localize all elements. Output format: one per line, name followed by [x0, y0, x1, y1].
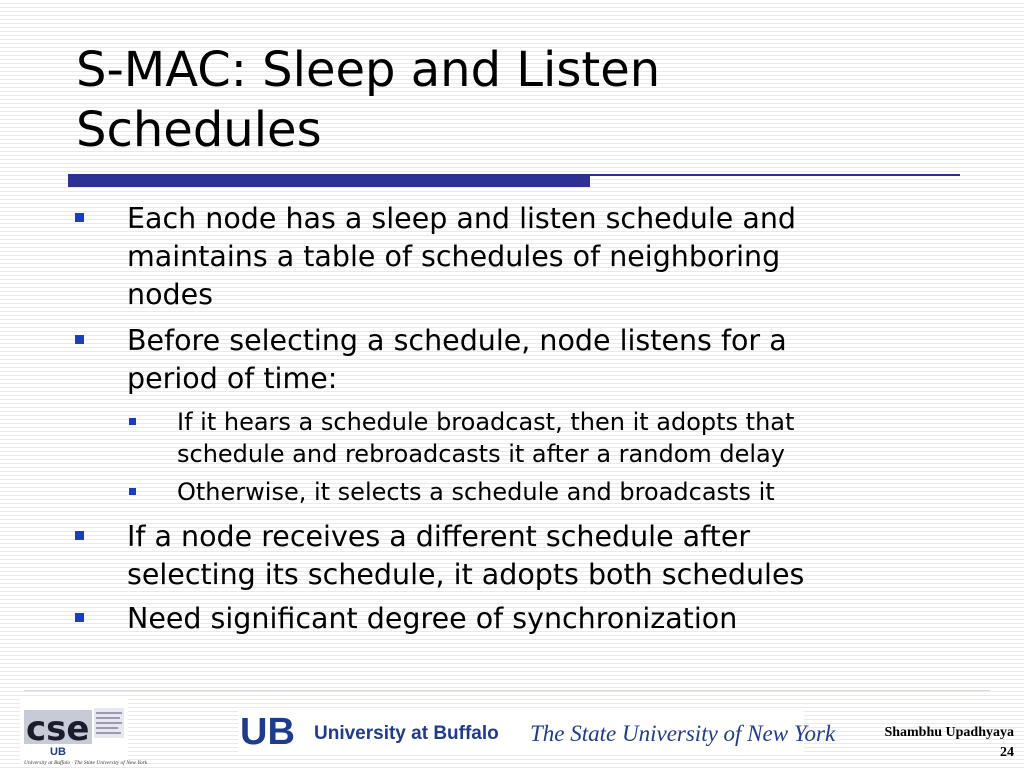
square-bullet-icon — [75, 613, 84, 622]
square-bullet-icon — [75, 213, 84, 222]
bullet-item — [127, 200, 957, 314]
sub-bullet-text-line: schedule and rebroadcasts it after a random delay — [177, 440, 785, 468]
cse-logo-letters: cse — [26, 709, 90, 749]
ub-monogram-logo — [240, 711, 306, 753]
bullet-text-line: Need significant degree of synchronization — [127, 602, 738, 635]
bullet-text-line: If a node receives a different schedule after — [127, 520, 751, 553]
slide-title-line-2: Schedules — [76, 102, 322, 158]
footer-divider — [24, 689, 990, 690]
sub-bullet-text-line: If it hears a schedule broadcast, then it adopts that — [177, 408, 795, 436]
square-bullet-icon — [75, 335, 84, 344]
ub-monogram-text: UB — [240, 711, 295, 753]
title-underline-thick — [68, 174, 590, 187]
bullet-text-line: nodes — [127, 278, 213, 311]
university-banner — [238, 708, 836, 753]
bullet-item — [127, 600, 957, 638]
cse-logo-caption: University at Buffalo · The State University of New York — [24, 760, 148, 766]
title-underline — [68, 174, 960, 188]
ub-name: University at Buffalo — [314, 723, 499, 744]
square-bullet-icon — [129, 488, 136, 495]
svg-text:UB: UB — [50, 746, 66, 758]
sub-bullet-text-line: Otherwise, it selects a schedule and broadcasts it — [177, 478, 775, 506]
bullet-text-line: selecting its schedule, it adopts both schedules — [127, 558, 805, 591]
bullet-item — [127, 322, 957, 398]
slide-title — [76, 40, 976, 160]
square-bullet-icon — [129, 418, 136, 425]
bullet-text-line: period of time: — [127, 362, 338, 395]
footer-author: Shambhu Upadhyaya — [884, 725, 1014, 740]
slide-title-line-1: S-MAC: Sleep and Listen — [76, 42, 661, 98]
cse-department-logo — [20, 698, 148, 766]
bullet-item — [127, 518, 957, 594]
page-number: 24 — [1000, 745, 1014, 760]
title-underline-thin — [590, 174, 960, 176]
ub-tagline: The State University of New York — [530, 721, 836, 746]
sub-bullet-item — [177, 406, 957, 470]
square-bullet-icon — [75, 531, 84, 540]
bullet-text-line: Before selecting a schedule, node listens for a — [127, 324, 787, 357]
bullet-text-line: maintains a table of schedules of neighboring — [127, 240, 781, 273]
sub-bullet-item — [177, 476, 957, 508]
cse-logo-graphic — [20, 698, 148, 766]
bullet-text-line: Each node has a sleep and listen schedule and — [127, 202, 796, 235]
